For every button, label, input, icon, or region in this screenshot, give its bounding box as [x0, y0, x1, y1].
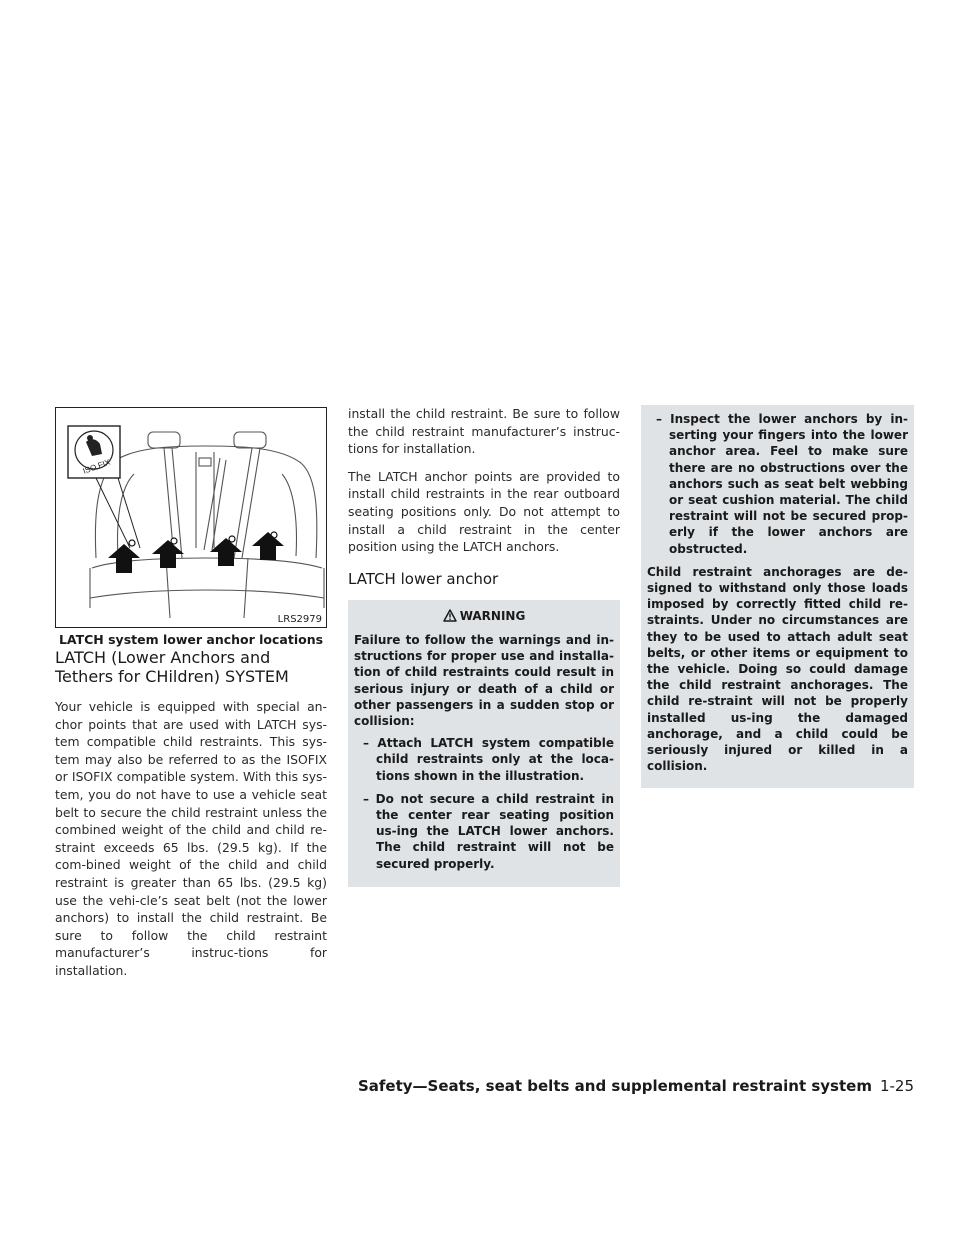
column-3	[641, 405, 914, 788]
warning-box	[348, 600, 620, 887]
column-2	[348, 405, 620, 887]
figure-caption: LATCH system lower anchor locations	[58, 632, 324, 647]
warning-item: – Attach LATCH system compatible child restraints only at the loca-tions shown in the illustration.	[363, 736, 614, 783]
subsection-title: LATCH lower anchor	[348, 569, 499, 588]
warning-item: – Inspect the lower anchors by in-serting your fingers into the lower anchor area. Feel to make sure there are no obstructions over the anchors such as seat belt webbing or seat cushion material. The child restraint will not be secured prop-erly if the lower anchors are obstructed.	[656, 412, 908, 556]
warning-closing: Child restraint anchorages are de-signed to withstand only those loads imposed by correctly fitted child re-straints. Under no circumstances are they to be used to attach adult seat belts, or other items or equipment to the vehicle. Doing so could damage the child restraint anchorages. The child re-straint will not be properly installed us-ing the damaged anchorage, and a child could be seriously injured or killed in a collision.	[647, 564, 908, 774]
warning-label: WARNING	[459, 608, 526, 623]
section-paragraph-1-continued: install the child restraint. Be sure to follow the child restraint manufacturer’s instruc-tions for installation.	[348, 406, 620, 457]
svg-text:ISO FIX: ISO FIX	[81, 457, 112, 476]
arrow-icon	[252, 532, 284, 560]
latch-illustration	[55, 407, 327, 628]
arrow-icon	[210, 538, 242, 566]
column-1	[55, 648, 327, 978]
page-number: 1-25	[879, 1077, 914, 1095]
warning-intro: Failure to follow the warnings and in-structions for proper use and installa-tion of child restraints could result in serious injury or death of a child or other passengers in a sudden stop or collision:	[354, 632, 614, 728]
warning-triangle-icon	[443, 609, 457, 622]
arrow-icon	[108, 544, 140, 573]
section-paragraph-1: Your vehicle is equipped with special an-chor points that are used with LATCH sys-tem compatible child restraints. This sys-tem may also be referred to as the ISOFIX or ISOFIX compatible system. With this sys-tem, you do not have to use a vehicle seat belt to secure the child restraint unless the combined weight of the child and child re-straint exceeds 65 lbs. (29.5 kg). If the com-bined weight of the child and child restraint is greater than 65 lbs. (29.5 kg) use the vehi-cle’s seat belt (not the lower anchors) to install the child restraint. Be sure to follow the child restraint manufacturer’s instruc-tions for installation.	[55, 699, 327, 978]
warning-box-continued	[641, 405, 914, 788]
section-title: LATCH (Lower Anchors and Tethers for CHildren) SYSTEM	[55, 648, 289, 686]
section-paragraph-2: The LATCH anchor points are provided to install child restraints in the rear outboard seating positions only. Do not attempt to install a child restraint in the center position using the LATCH anchors.	[348, 468, 620, 555]
warning-header	[354, 608, 614, 624]
warning-item: – Do not secure a child restraint in the center rear seating position us-ing the LATCH lower anchors. The child restraint will not be secured properly.	[363, 791, 614, 871]
page-footer	[358, 1077, 914, 1095]
rear-seat-drawing	[56, 408, 326, 627]
isofix-badge-icon	[68, 426, 120, 478]
footer-section-title: Safety—Seats, seat belts and supplemental restraint system	[357, 1077, 872, 1095]
figure-code: LRS2979	[277, 614, 322, 625]
arrow-icon	[152, 540, 184, 568]
